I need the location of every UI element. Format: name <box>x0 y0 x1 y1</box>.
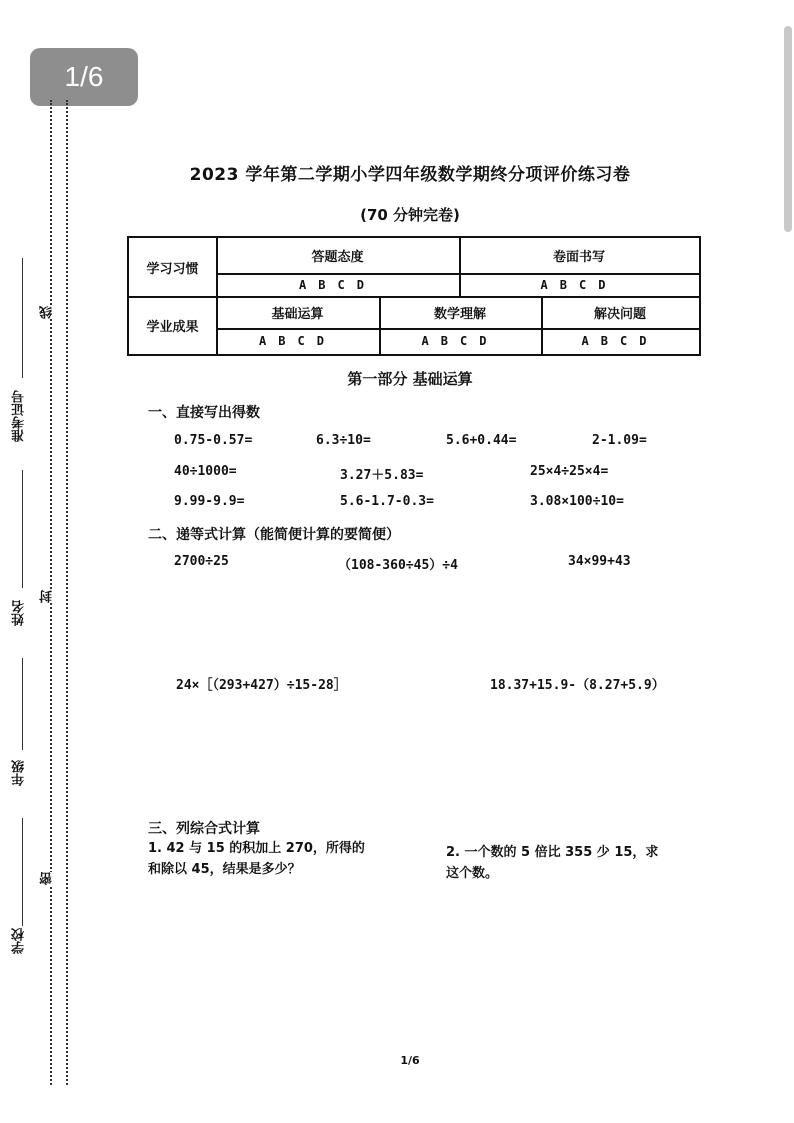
exam-duration: (70 分钟完卷) <box>360 206 460 224</box>
mental-math-item: 40÷1000= <box>174 464 237 479</box>
grade-options: ABCD <box>581 334 659 348</box>
col-handwriting: 卷面书写 <box>552 250 605 265</box>
scrollbar-thumb[interactable] <box>784 26 792 232</box>
grade-options: ABCD <box>421 334 499 348</box>
mental-math-item: 5.6+0.44= <box>446 433 517 448</box>
grade-label: 年级 <box>12 760 27 786</box>
page-indicator-badge: 1/6 <box>30 48 138 106</box>
seal-mark-line: 线 <box>40 306 55 319</box>
mental-math-item: 9.99-9.9= <box>174 494 245 509</box>
section-1-heading: 一、直接写出得数 <box>148 405 260 421</box>
col-basic-arithmetic: 基础运算 <box>271 306 324 322</box>
mental-math-item: 5.6-1.7-0.3= <box>340 494 434 509</box>
page-number-footer: 1/6 <box>400 1054 420 1067</box>
col-math-understanding: 数学理解 <box>433 306 486 322</box>
step-calc-item: 2700÷25 <box>174 554 229 569</box>
evaluation-table <box>127 236 701 356</box>
step-calc-item: 18.37+15.9-（8.27+5.9） <box>490 678 665 693</box>
row-label-habits: 学习习惯 <box>146 261 199 277</box>
word-problem-2-line1: 2. 一个数的 5 倍比 355 少 15，求 <box>446 845 659 860</box>
school-label: 学校 <box>12 928 27 954</box>
mental-math-item: 0.75-0.57= <box>174 433 253 448</box>
word-problem-1 <box>148 838 365 880</box>
name-label: 姓名 <box>12 600 27 626</box>
word-problem-2 <box>446 842 658 884</box>
seal-mark-seal: 封 <box>40 590 55 603</box>
section-2-heading: 二、递等式计算（能简便计算的要简便） <box>148 527 400 543</box>
section-3-heading: 三、列综合式计算 <box>148 821 260 837</box>
mental-math-item: 3.08×100÷10= <box>530 494 624 509</box>
col-problem-solving: 解决问题 <box>593 306 646 322</box>
grade-options: ABCD <box>299 277 376 292</box>
name-line <box>22 470 23 588</box>
exam-title: 2023 学年第二学期小学四年级数学期终分项评价练习卷 <box>189 165 631 185</box>
word-problem-1-line1: 1. 42 与 15 的积加上 270，所得的 <box>148 841 365 856</box>
part-one-heading: 第一部分 基础运算 <box>347 370 473 388</box>
word-problem-2-line2: 这个数。 <box>446 866 499 881</box>
row-label-results: 学业成果 <box>146 319 199 335</box>
step-calc-item: （108-360÷45）÷4 <box>338 558 458 573</box>
grade-options: ABCD <box>540 277 618 292</box>
mental-math-item: 6.3÷10= <box>316 433 371 448</box>
binding-dotted-line-outer <box>66 100 68 1085</box>
mental-math-item: 25×4÷25×4= <box>530 464 609 479</box>
mental-math-item: 3.27＋5.83= <box>340 468 424 483</box>
grade-options: ABCD <box>259 334 336 348</box>
exam-number-line <box>22 258 23 378</box>
mental-math-item: 2-1.09= <box>592 433 647 448</box>
exam-number-label: 准考证号 <box>12 390 27 442</box>
seal-mark-secret: 密 <box>40 872 55 885</box>
word-problem-1-line2: 和除以 45，结果是多少？ <box>148 862 301 877</box>
col-answer-attitude: 答题态度 <box>311 250 364 265</box>
grade-line <box>22 658 23 750</box>
step-calc-item: 24×［（293+427）÷15-28］ <box>176 678 347 693</box>
school-line <box>22 818 23 926</box>
step-calc-item: 34×99+43 <box>568 554 631 569</box>
